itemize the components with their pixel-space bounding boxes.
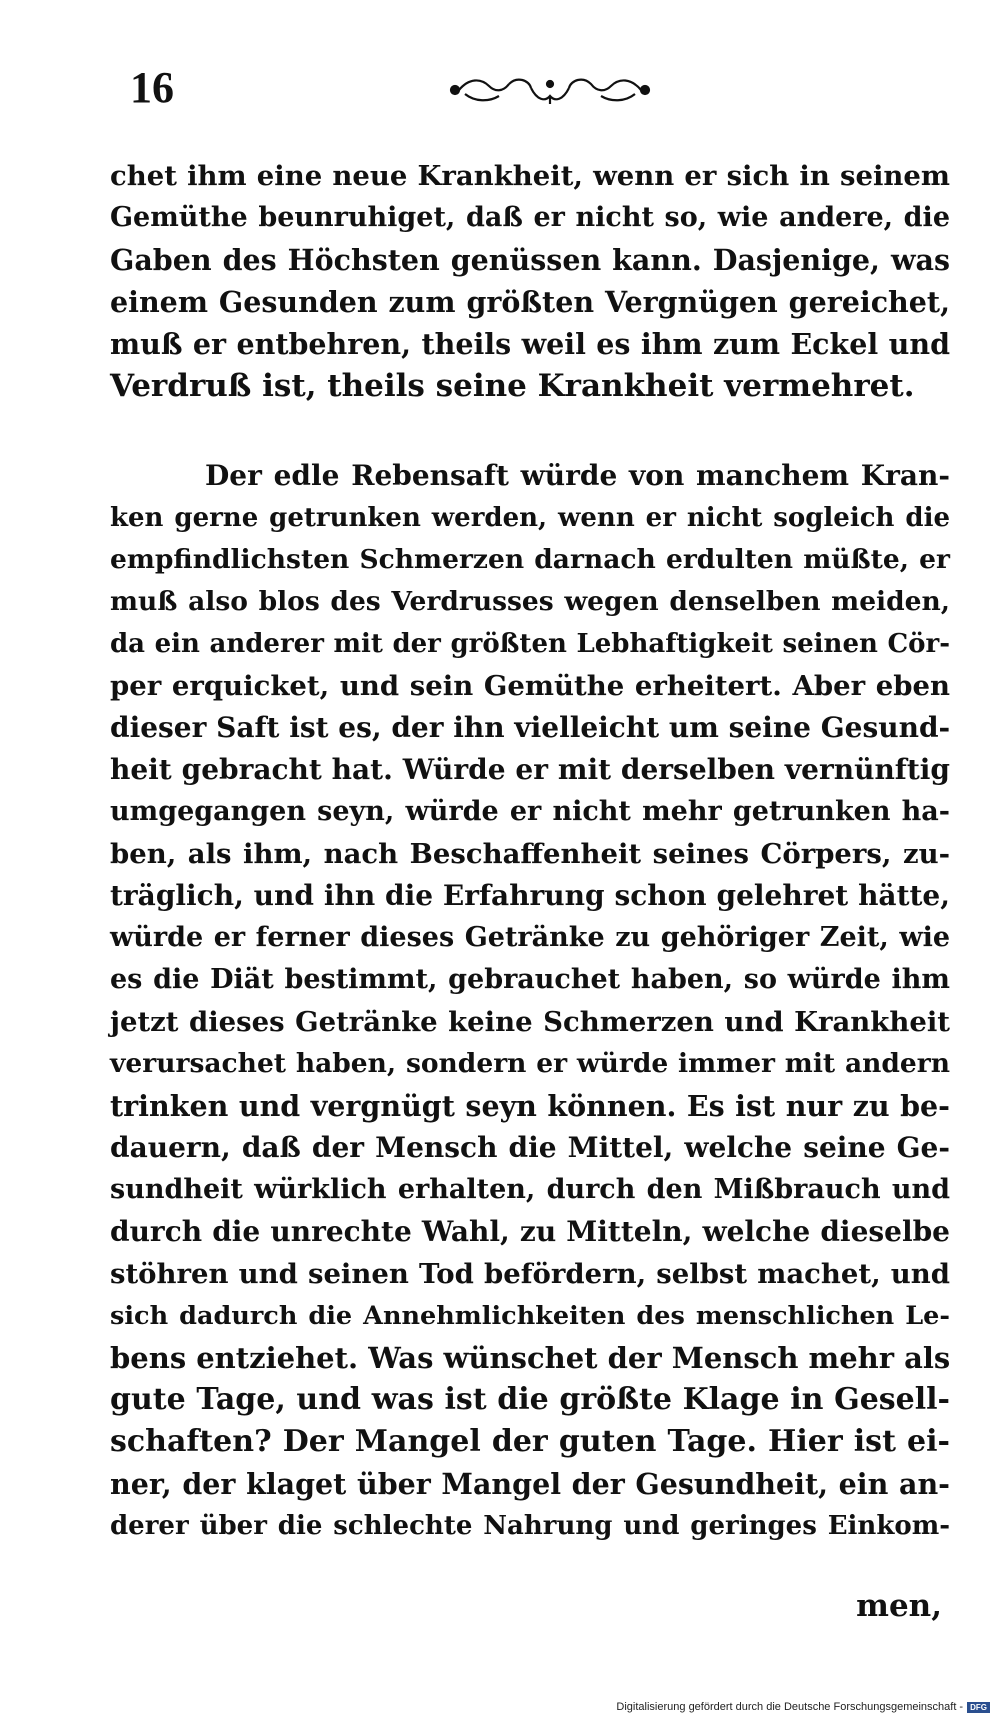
decorative-ornament [445, 70, 655, 110]
text-line: heit gebracht hat. Würde er mit derselben vernünftig [110, 753, 950, 786]
text-line: es die Diät bestimmt, gebrauchet haben, so würde ihm [110, 964, 950, 995]
text-line: ben, als ihm, nach Beschaffenheit seines Cörpers, zu- [110, 838, 950, 870]
text-line: stöhren und seinen Tod befördern, selbst machet, und [110, 1258, 950, 1290]
text-line: da ein anderer mit der größten Lebhaftigkeit seinen Cör- [110, 629, 950, 659]
text-line: ner, der klaget über Mangel der Gesundheit, ein an- [110, 1467, 950, 1501]
text-line: ken gerne getrunken werden, wenn er nicht sogleich die [110, 503, 950, 533]
text-line: einem Gesunden zum größten Vergnügen gereichet, [110, 285, 950, 319]
text-line: dauern, daß der Mensch die Mittel, welche seine Ge- [110, 1131, 950, 1164]
text-line: sich dadurch die Annehmlichkeiten des menschlichen Le- [110, 1301, 950, 1331]
text-line: muß also blos des Verdrusses wegen denselben meiden, [110, 586, 950, 617]
text-line: Gemüthe beunruhiget, daß er nicht so, wie andere, die [110, 202, 950, 233]
text-line: derer über die schlechte Nahrung und geringes Einkom- [110, 1511, 950, 1541]
text-line: Verdruß ist, theils seine Krankheit vermehret. [110, 368, 915, 404]
paragraph-1 [110, 155, 950, 407]
text-line: durch die unrechte Wahl, zu Mitteln, welche dieselbe [110, 1215, 950, 1248]
catchword: men, [856, 1588, 942, 1624]
text-line: Der edle Rebensaft würde von manchem Kran- [205, 459, 950, 492]
page-number: 16 [130, 63, 174, 112]
digitization-footer [616, 1701, 990, 1713]
text-line: chet ihm eine neue Krankheit, wenn er sich in seinem [110, 160, 950, 192]
text-line: empfindlichsten Schmerzen darnach erdulten müßte, er [110, 544, 950, 575]
text-line: würde er ferner dieses Getränke zu gehöriger Zeit, wie [110, 922, 950, 953]
text-line: sundheit würklich erhalten, durch den Mißbrauch und [110, 1174, 950, 1205]
text-line: bens entziehet. Was wünschet der Mensch mehr als [110, 1341, 951, 1375]
text-line: gute Tage, und was ist die größte Klage in Gesell- [110, 1382, 950, 1417]
text-line: Gaben des Höchsten genüssen kann. Dasjenige, was [110, 243, 950, 277]
paragraph-2 [110, 455, 950, 1547]
text-line: dieser Saft ist es, der ihn vielleicht um seine Gesund- [110, 711, 951, 744]
dfg-logo-icon: DFG [967, 1702, 990, 1713]
text-line: träglich, und ihn die Erfahrung schon gelehret hätte, [110, 879, 950, 912]
text-line: jetzt dieses Getränke keine Schmerzen und Krankheit [110, 1006, 950, 1038]
text-line: muß er entbehren, theils weil es ihm zum Eckel und [110, 327, 950, 361]
text-line: per erquicket, und sein Gemüthe erheitert. Aber eben [110, 670, 950, 702]
text-line: trinken und vergnügt seyn können. Es ist nur zu be- [110, 1089, 950, 1123]
text-line: umgegangen seyn, würde er nicht mehr getrunken ha- [110, 796, 950, 827]
footer-text: Digitalisierung gefördert durch die Deutsche Forschungsgemeinschaft - [616, 1701, 964, 1713]
text-line: schaften? Der Mangel der guten Tage. Hier ist ei- [110, 1424, 950, 1459]
text-line: verursachet haben, sondern er würde immer mit andern [110, 1048, 950, 1079]
